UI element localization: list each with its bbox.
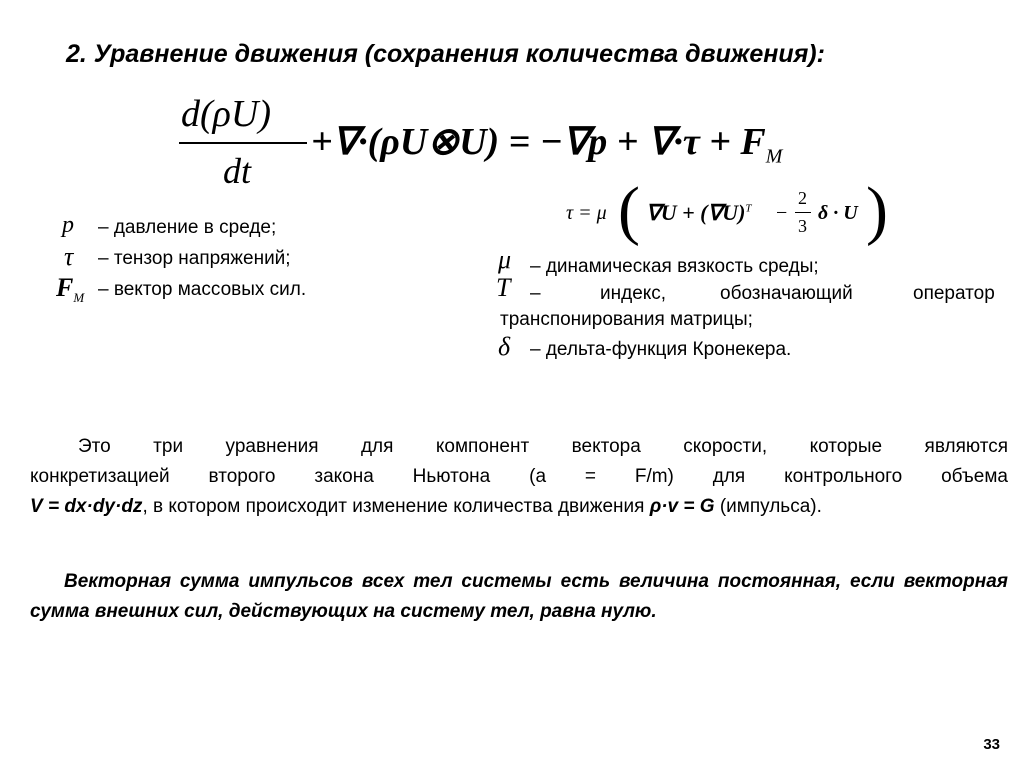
legend-text-t-word3: оператор bbox=[913, 283, 995, 304]
legend-symbol-t: T bbox=[496, 273, 511, 302]
equation-rhs-sub: M bbox=[765, 145, 783, 168]
legend-symbol-f-main: F bbox=[56, 273, 74, 302]
tau-tail: δ · U bbox=[818, 202, 858, 224]
tau-inner-text: ∇U + (∇U) bbox=[646, 200, 746, 225]
left-paren: ( bbox=[618, 174, 640, 247]
paragraph-newton-line3: V = dx·dy·dz, в котором происходит изменение количества движения ρ·v = G (импульса). bbox=[30, 496, 822, 517]
legend-text-delta: – дельта-функция Кронекера. bbox=[530, 339, 792, 360]
equation-rhs-text: +∇·(ρU⊗U) = −∇p + ∇·τ + F bbox=[311, 121, 766, 163]
legend-symbol-f-sub: M bbox=[73, 290, 85, 306]
legend-symbol-tau: τ bbox=[64, 242, 74, 271]
slide-title: 2. Уравнение движения (сохранения количества движения): bbox=[66, 40, 825, 68]
paragraph-conservation: Векторная сумма импульсов всех тел системы есть величина постоянная, если векторная сумма внешних сил, действующих на систему тел, равна нулю. bbox=[30, 571, 1008, 622]
equation-numerator: d(ρU) bbox=[181, 93, 271, 135]
page-number: 33 bbox=[983, 736, 1000, 753]
legend-symbol-p: p bbox=[62, 212, 74, 238]
legend-text-tau: – тензор напряжений; bbox=[98, 248, 291, 269]
paragraph-newton-line2: конкретизацией второго закона Ньютона (a = F/m) для контрольного объема bbox=[30, 466, 1008, 487]
legend-text-p: – давление в среде; bbox=[98, 217, 277, 238]
equation-rhs bbox=[311, 119, 782, 169]
volume-formula: V = dx·dy·dz bbox=[30, 496, 143, 517]
tau-inner bbox=[646, 200, 752, 226]
tau-frac-den: 3 bbox=[798, 216, 807, 236]
legend-text-t-line2: транспонирования матрицы; bbox=[500, 309, 753, 330]
momentum-formula: ρ·v = G bbox=[649, 496, 715, 517]
legend-text-mu: – динамическая вязкость среды; bbox=[530, 256, 819, 277]
tau-sup: T bbox=[745, 202, 752, 215]
tau-frac-bar bbox=[795, 212, 811, 213]
legend-symbol-delta: δ bbox=[498, 332, 511, 361]
paragraph-newton-line1: Это три уравнения для компонент вектора скорости, которые являются bbox=[78, 436, 1008, 457]
tau-lhs: τ = μ bbox=[566, 202, 607, 224]
right-paren: ) bbox=[866, 174, 888, 247]
tau-frac-num: 2 bbox=[798, 188, 807, 208]
tau-minus: − bbox=[776, 202, 788, 224]
legend-text-t-word1: индекс, bbox=[600, 283, 667, 304]
legend-text-t-dash: – bbox=[530, 283, 541, 304]
legend-right bbox=[494, 245, 1014, 370]
paragraph-newton bbox=[30, 432, 1008, 522]
legend-symbol-f bbox=[56, 273, 84, 306]
fraction-bar bbox=[179, 142, 307, 144]
legend-text-t-word2: обозначающий bbox=[720, 283, 853, 304]
legend-text-f: – вектор массовых сил. bbox=[98, 279, 307, 300]
tau-equation bbox=[566, 174, 896, 252]
legend-left bbox=[56, 212, 396, 312]
equation-denominator: dt bbox=[223, 151, 252, 191]
legend-symbol-mu: μ bbox=[498, 245, 512, 274]
